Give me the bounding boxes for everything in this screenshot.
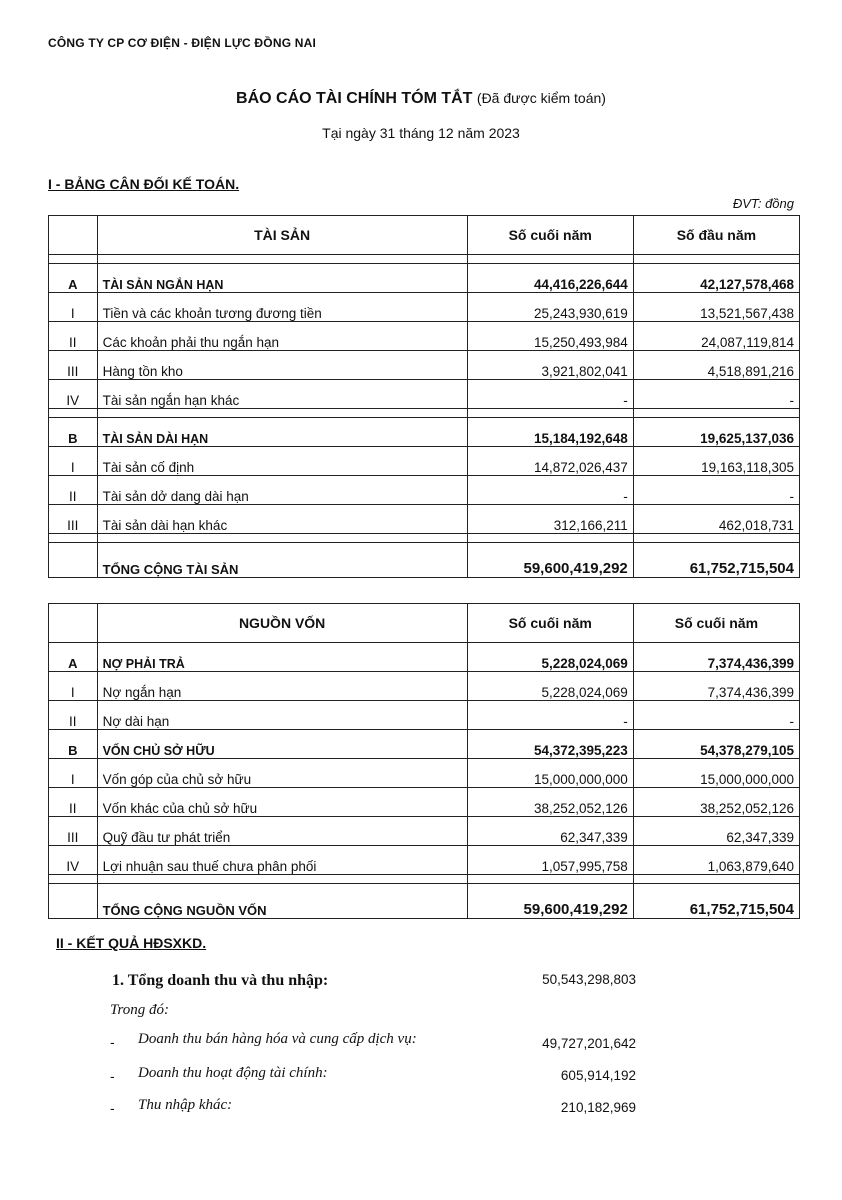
other-income-label: Thu nhập khác: xyxy=(138,1097,233,1113)
column-header-end-year: Số cuối năm xyxy=(467,216,633,255)
currency-unit: ĐVT: đồng xyxy=(732,196,794,211)
total-revenue-label: 1. Tổng doanh thu và thu nhập: xyxy=(112,972,329,989)
total-sources-row: TỔNG CỘNG NGUỒN VỐN 59,600,419,292 61,752,715,504 xyxy=(49,884,800,919)
table-header-row xyxy=(49,216,800,255)
table-row: A NỢ PHẢI TRẢ 5,228,024,069 7,374,436,399 xyxy=(49,643,800,672)
table-row: I Tiền và các khoản tương đương tiền 25,243,930,619 13,521,567,438 xyxy=(49,293,800,322)
table-row: III Tài sản dài hạn khác 312,166,211 462,018,731 xyxy=(49,505,800,534)
report-date: Tại ngày 31 tháng 12 năm 2023 xyxy=(322,125,520,141)
table-row: A TÀI SẢN NGẮN HẠN 44,416,226,644 42,127,578,468 xyxy=(49,264,800,293)
company-name: CÔNG TY CP CƠ ĐIỆN - ĐIỆN LỰC ĐỒNG NAI xyxy=(48,36,317,50)
table-row: I Vốn góp của chủ sở hữu 15,000,000,000 15,000,000,000 xyxy=(49,759,800,788)
sales-revenue-label: Doanh thu bán hàng hóa và cung cấp dịch vụ: xyxy=(138,1031,417,1047)
table-row: II Các khoản phải thu ngắn hạn 15,250,493,984 24,087,119,814 xyxy=(49,322,800,351)
list-bullet: - xyxy=(110,1068,115,1084)
capital-sources-table xyxy=(48,603,800,919)
table-row: II Nợ dài hạn - - xyxy=(49,701,800,730)
report-title-main: BÁO CÁO TÀI CHÍNH TÓM TẮT xyxy=(236,90,473,107)
breakdown-intro: Trong đó: xyxy=(110,1002,170,1018)
assets-table xyxy=(48,215,800,578)
section-1-heading: I - BẢNG CÂN ĐỐI KẾ TOÁN. xyxy=(48,176,240,192)
table-row: IV Tài sản ngắn hạn khác - - xyxy=(49,380,800,409)
list-bullet: - xyxy=(110,1100,115,1116)
section-2-heading: II - KẾT QUẢ HĐSXKD. xyxy=(56,935,207,951)
financial-revenue-label: Doanh thu hoạt động tài chính: xyxy=(138,1065,328,1081)
table-row: IV Lợi nhuận sau thuế chưa phân phối 1,057,995,758 1,063,879,640 xyxy=(49,846,800,875)
total-revenue-value: 50,543,298,803 xyxy=(542,972,636,987)
column-header-sources: NGUỒN VỐN xyxy=(97,604,467,643)
column-header-end-year: Số cuối năm xyxy=(467,604,633,643)
sales-revenue-value: 49,727,201,642 xyxy=(542,1036,636,1051)
list-bullet: - xyxy=(110,1034,115,1050)
table-header-row xyxy=(49,604,800,643)
table-row: B TÀI SẢN DÀI HẠN 15,184,192,648 19,625,137,036 xyxy=(49,418,800,447)
table-row: B VỐN CHỦ SỞ HỮU 54,372,395,223 54,378,279,105 xyxy=(49,730,800,759)
table-row: II Tài sản dở dang dài hạn - - xyxy=(49,476,800,505)
table-row: I Nợ ngắn hạn 5,228,024,069 7,374,436,399 xyxy=(49,672,800,701)
column-header-assets: TÀI SẢN xyxy=(97,216,467,255)
column-header-second-value: Số cuối năm xyxy=(633,604,799,643)
report-title xyxy=(0,90,842,108)
table-row: I Tài sản cố định 14,872,026,437 19,163,118,305 xyxy=(49,447,800,476)
table-row: III Quỹ đầu tư phát triển 62,347,339 62,347,339 xyxy=(49,817,800,846)
table-row: II Vốn khác của chủ sở hữu 38,252,052,126 38,252,052,126 xyxy=(49,788,800,817)
table-row: III Hàng tồn kho 3,921,802,041 4,518,891,216 xyxy=(49,351,800,380)
column-header-begin-year: Số đầu năm xyxy=(633,216,799,255)
total-assets-row: TỔNG CỘNG TÀI SẢN 59,600,419,292 61,752,715,504 xyxy=(49,543,800,578)
report-title-note: (Đã được kiểm toán) xyxy=(476,90,606,106)
financial-revenue-value: 605,914,192 xyxy=(560,1068,636,1083)
other-income-value: 210,182,969 xyxy=(560,1100,636,1115)
